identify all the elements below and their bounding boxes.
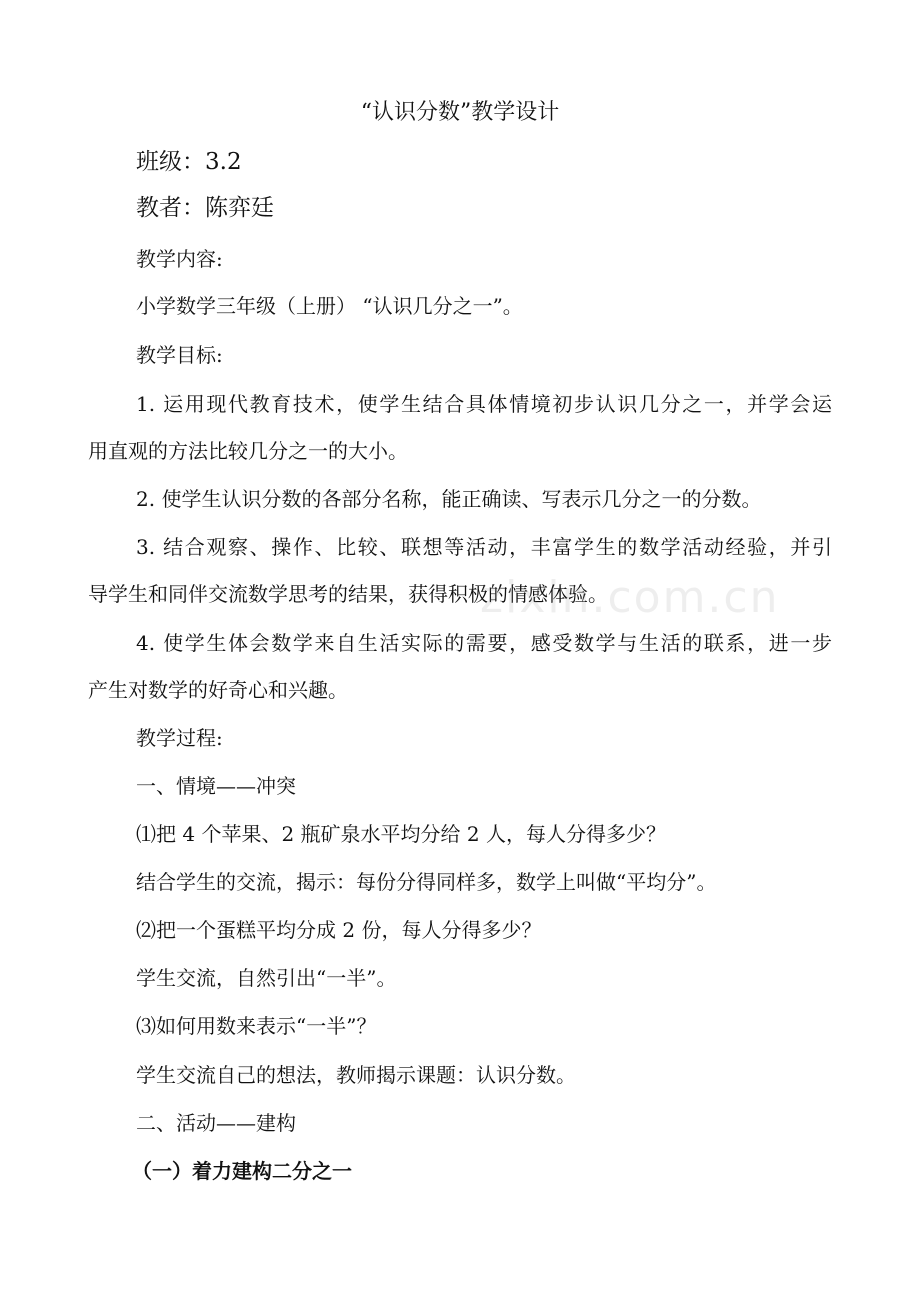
question-1-note: 结合学生的交流，揭示：每份分得同样多，数学上叫做“平均分”。 <box>136 870 717 894</box>
watermark: zixin.com.cn <box>480 572 780 623</box>
question-2: ⑵把一个蛋糕平均分成 2 份，每人分得多少？ <box>136 918 542 942</box>
goal-4-line-1: 4. 使学生体会数学来自生活实际的需要，感受数学与生活的联系，进一步 <box>136 631 832 655</box>
question-3-note: 学生交流自己的想法，教师揭示课题：认识分数。 <box>136 1063 576 1087</box>
goal-4-line-2: 产生对数学的好奇心和兴趣。 <box>88 678 348 702</box>
goals-heading: 教学目标: <box>136 343 223 367</box>
question-2-note: 学生交流，自然引出“一半”。 <box>136 966 397 990</box>
goal-1-line-2: 用直观的方法比较几分之一的大小。 <box>88 439 408 463</box>
goal-1-line-1: 1. 运用现代教育技术，使学生结合具体情境初步认识几分之一，并学会运 <box>136 392 832 416</box>
section-1-heading: 一、情境——冲突 <box>136 774 296 798</box>
process-heading: 教学过程: <box>136 726 223 750</box>
document-title: “认识分数”教学设计 <box>360 100 560 125</box>
section-2-heading: 二、活动——建构 <box>136 1111 296 1135</box>
goal-2: 2. 使学生认识分数的各部分名称，能正确读、写表示几分之一的分数。 <box>136 487 762 511</box>
class-line: 班级：3.2 <box>136 149 242 175</box>
subsection-1-heading: （一）着力建构二分之一 <box>132 1159 352 1183</box>
goal-3-line-2: 导学生和同伴交流数学思考的结果，获得积极的情感体验。 <box>88 582 608 606</box>
content-heading: 教学内容: <box>136 247 223 271</box>
question-3: ⑶如何用数来表示“一半”？ <box>136 1014 377 1038</box>
teacher-line: 教者：陈弈廷 <box>136 195 274 221</box>
content-text: 小学数学三年级（上册） “认识几分之一”。 <box>136 294 523 318</box>
question-1: ⑴把 4 个苹果、2 瓶矿泉水平均分给 2 人，每人分得多少？ <box>136 822 666 846</box>
goal-3-line-1: 3. 结合观察、操作、比较、联想等活动，丰富学生的数学活动经验，并引 <box>136 535 832 559</box>
